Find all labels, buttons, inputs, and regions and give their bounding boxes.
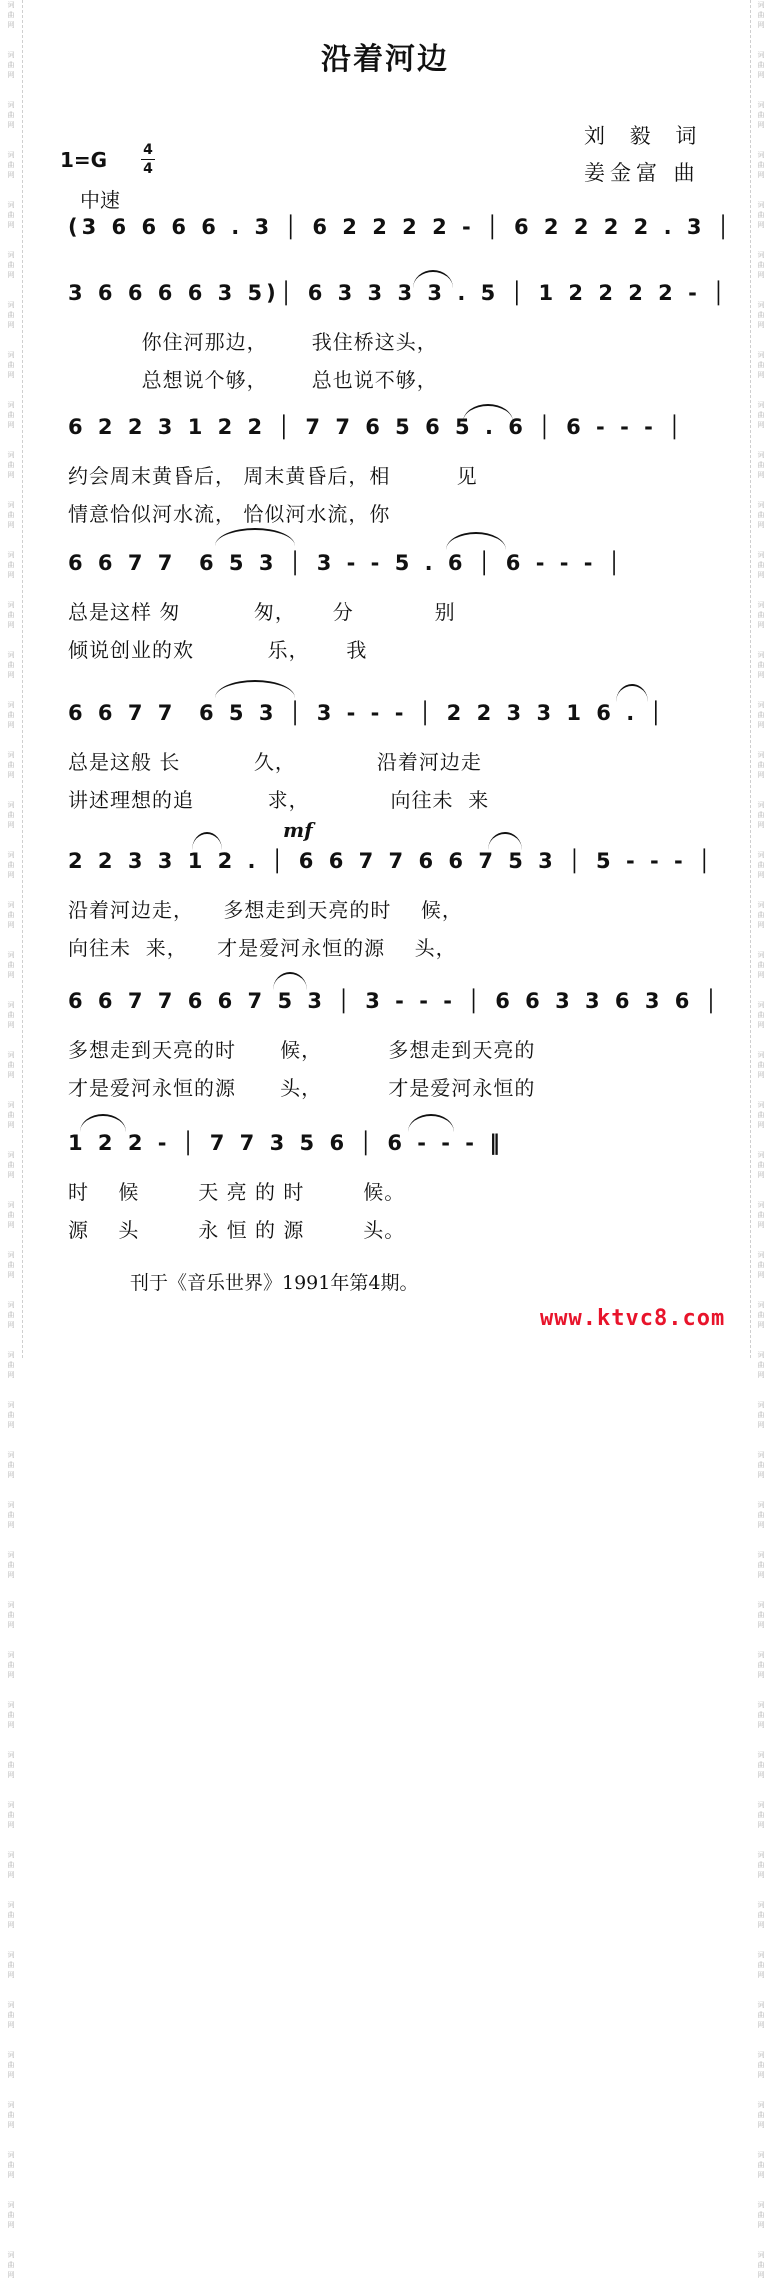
time-signature-top: 4 [143,142,153,158]
notation-line: 6 2 2 3 1 2 2 │ 7 7 6 5 6 5 . 6 │ 6 - - - │ [68,415,685,439]
lyric-verse-2: 情意恰似河水流， 恰似河水流，你 [68,502,391,526]
lyric-verse-2: 向往未 来， 才是爱河永恒的源 头， [68,936,457,960]
time-signature-bar [141,159,155,160]
slur-mark [215,528,295,546]
lyric-verse-2: 讲述理想的追 求， 向往未 来 [68,788,490,812]
page-guide-right [750,0,751,1358]
score-system-3 [68,410,708,526]
lyric-verse-2: 才是爱河永恒的源 头， 才是爱河永恒的 [68,1076,536,1100]
site-watermark[interactable]: www.ktvc8.com [540,1306,726,1331]
score-system-4 [68,546,708,662]
lyric-verse-2: 倾说创业的欢 乐， 我 [68,638,368,662]
watermark-column-right: 词 曲 网 词 曲 网 词 曲 网 词 曲 网 词 曲 网 词 曲 网 词 曲 网 词 曲 网 词 曲 网 词 曲 网 词 曲 网 词 曲 网 词 曲 网 词 曲 网 词 曲 网 词 曲 网 词 曲 网 词 曲 网 词 曲 网 词 曲 网 词 曲 网 词 曲 网 词 曲 网 词 曲 网 词 曲 网 词 曲 网 词 曲 网 词 曲 网 词 曲 网 词 曲 网 词 曲 网 词 曲 网 词 曲 网 词 曲 网 词 曲 网 词 曲 网 词 曲 网 词 曲 网 词 曲 网 词 曲 网 词 曲 网 词 曲 网 词 曲 网 词 曲 网 词 曲 网 词 曲 网 [757,1,765,2279]
watermark-column-left: 词 曲 网 词 曲 网 词 曲 网 词 曲 网 词 曲 网 词 曲 网 词 曲 网 词 曲 网 词 曲 网 词 曲 网 词 曲 网 词 曲 网 词 曲 网 词 曲 网 词 曲 网 词 曲 网 词 曲 网 词 曲 网 词 曲 网 词 曲 网 词 曲 网 词 曲 网 词 曲 网 词 曲 网 词 曲 网 词 曲 网 词 曲 网 词 曲 网 词 曲 网 词 曲 网 词 曲 网 词 曲 网 词 曲 网 词 曲 网 词 曲 网 词 曲 网 词 曲 网 词 曲 网 词 曲 网 词 曲 网 词 曲 网 词 曲 网 词 曲 网 词 曲 网 词 曲 网 词 曲 网 [7,1,15,2279]
notation-line: 1 2 2 - │ 7 7 3 5 6 │ 6 - - - ‖ [68,1131,504,1155]
score-system-5 [68,696,708,812]
notation-line: (3 6 6 6 6 . 3 │ 6 2 2 2 2 - │ 6 2 2 2 2 . 3 │ [68,215,734,239]
notation-line: 2 2 3 3 1 2 . │ 6 6 7 7 6 6 7 5 3 │ 5 - - - │ [68,849,715,873]
score-system-8 [68,1126,708,1242]
dynamic-mark: mf [283,818,313,842]
tempo-marking: 中速 [80,188,120,212]
lyric-verse-2: 总想说个够， 总也说不够， [68,368,438,392]
lyric-verse-1: 你住河那边， 我住桥这头， [68,330,438,354]
lyric-verse-1: 多想走到天亮的时 候， 多想走到天亮的 [68,1038,536,1062]
lyric-verse-1: 总是这般 长 久， 沿着河边走 [68,750,482,774]
lyric-verse-1: 约会周末黄昏后， 周末黄昏后，相 见 [68,464,478,488]
score-system-2 [68,276,729,392]
composer-credit: 姜金富 曲 [584,161,700,185]
song-title: 沿着河边 [321,42,449,77]
page-guide-left [22,0,23,1358]
lyricist-credit: 刘 毅 词 [584,124,706,148]
lyric-verse-1: 总是这样 匆 匆， 分 别 [68,600,456,624]
time-signature-bottom: 4 [143,161,153,177]
lyric-verse-1: 时 候 天 亮 的 时 候。 [68,1180,406,1204]
publication-note: 刊于《音乐世界》1991年第4期。 [130,1272,419,1294]
lyric-verse-1: 沿着河边走， 多想走到天亮的时 候， [68,898,463,922]
notation-line: 6 6 7 7 6 5 3 │ 3 - - - │ 2 2 3 3 1 6 . │ [68,701,667,725]
notation-line: 6 6 7 7 6 6 7 5 3 │ 3 - - - │ 6 6 3 3 6 3 6 │ [68,989,722,1013]
time-signature [141,142,155,177]
key-signature: 1=G [60,148,108,172]
lyric-verse-2: 源 头 永 恒 的 源 头。 [68,1218,406,1242]
notation-line: 6 6 7 7 6 5 3 │ 3 - - 5 . 6 │ 6 - - - │ [68,551,625,575]
score-system-7 [68,984,722,1100]
score-system-6 [68,818,715,960]
notation-line: 3 6 6 6 6 3 5)│ 6 3 3 3 3 . 5 │ 1 2 2 2 2 - │ [68,281,729,305]
